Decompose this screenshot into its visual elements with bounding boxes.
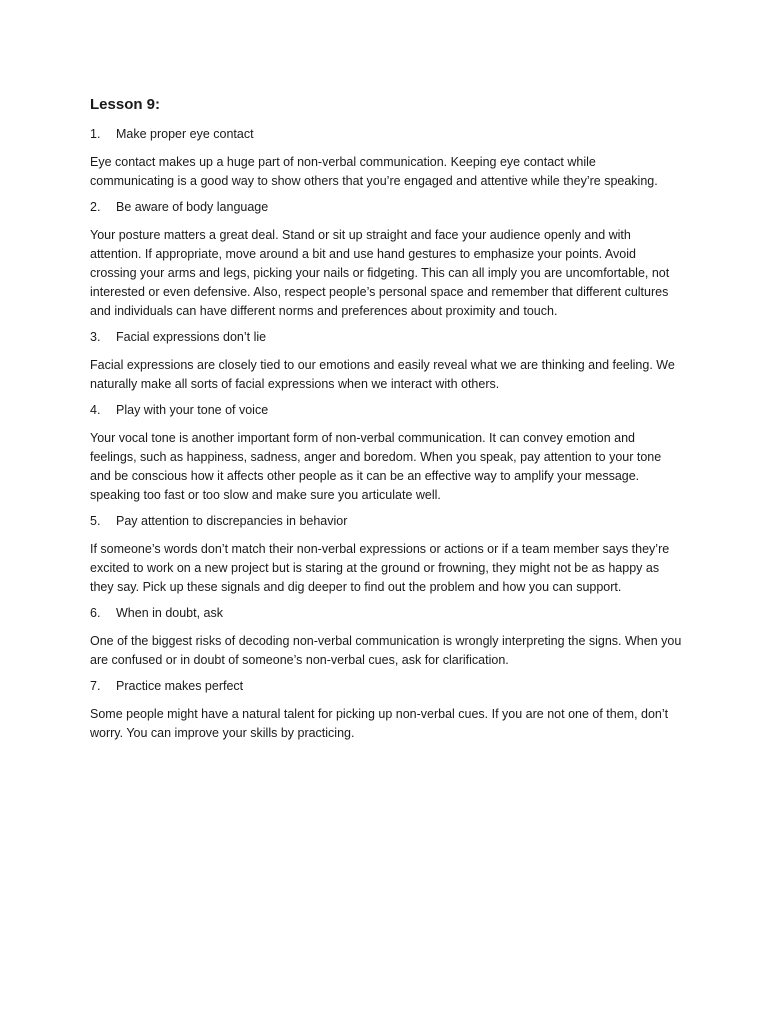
section-heading-text: Pay attention to discrepancies in behavior <box>116 514 348 528</box>
section-1 <box>90 126 682 191</box>
section-body: Facial expressions are closely tied to our emotions and easily reveal what we are thinking and feeling. We naturally make all sorts of facial expressions when we interact with others. <box>90 358 675 391</box>
section-body: Some people might have a natural talent for picking up non-verbal cues. If you are not one of them, don’t worry. You can improve your skills by practicing. <box>90 707 669 740</box>
section-heading-text: When in doubt, ask <box>116 606 224 620</box>
section-heading <box>90 605 682 622</box>
section-6 <box>90 605 682 670</box>
section-body: One of the biggest risks of decoding non-verbal communication is wrongly interpreting the signs. When you are confused or in doubt of someone’s non-verbal cues, ask for clarification. <box>90 634 682 667</box>
document-page <box>90 96 682 751</box>
section-number: 4. <box>90 403 101 417</box>
section-number: 7. <box>90 679 101 693</box>
section-heading-text: Play with your tone of voice <box>116 403 269 417</box>
section-3 <box>90 329 682 394</box>
page-title: Lesson 9: <box>90 96 161 113</box>
section-heading <box>90 126 682 143</box>
section-heading <box>90 329 682 346</box>
section-2 <box>90 199 682 321</box>
section-heading-text: Practice makes perfect <box>116 679 244 693</box>
section-heading <box>90 678 682 695</box>
section-number: 3. <box>90 330 101 344</box>
section-heading <box>90 402 682 419</box>
section-number: 5. <box>90 514 101 528</box>
section-heading-text: Make proper eye contact <box>116 127 254 141</box>
section-4 <box>90 402 682 505</box>
section-body: Your posture matters a great deal. Stand or sit up straight and face your audience openly and with attention. If appropriate, move around a bit and use hand gestures to emphasize your points. Avoid crossing your arms and legs, picking your nails or fidgeting. This can all imply you are uncomfortable, not interested or even defensive. Also, respect people’s personal space and remember that different cultures and individuals can have different norms and preferences about proximity and touch. <box>90 228 670 318</box>
section-number: 2. <box>90 200 101 214</box>
section-heading-text: Facial expressions don’t lie <box>116 330 267 344</box>
section-5 <box>90 513 682 597</box>
section-body: If someone’s words don’t match their non-verbal expressions or actions or if a team member says they’re excited to work on a new project but is staring at the ground or frowning, they might not be as happy as they say. Pick up these signals and dig deeper to find out the problem and how you can support. <box>90 542 670 594</box>
section-7 <box>90 678 682 743</box>
section-number: 1. <box>90 127 101 141</box>
section-heading <box>90 199 682 216</box>
section-body: Your vocal tone is another important form of non-verbal communication. It can convey emotion and feelings, such as happiness, sadness, anger and boredom. When you speak, pay attention to your tone and be conscious how it affects other people as it can be an effective way to amplify your message. speaking too fast or too slow and make sure you articulate well. <box>90 431 662 502</box>
section-number: 6. <box>90 606 101 620</box>
section-body: Eye contact makes up a huge part of non-verbal communication. Keeping eye contact while communicating is a good way to show others that you’re engaged and attentive while they’re speaking. <box>90 155 658 188</box>
section-heading-text: Be aware of body language <box>116 200 269 214</box>
section-heading <box>90 513 682 530</box>
